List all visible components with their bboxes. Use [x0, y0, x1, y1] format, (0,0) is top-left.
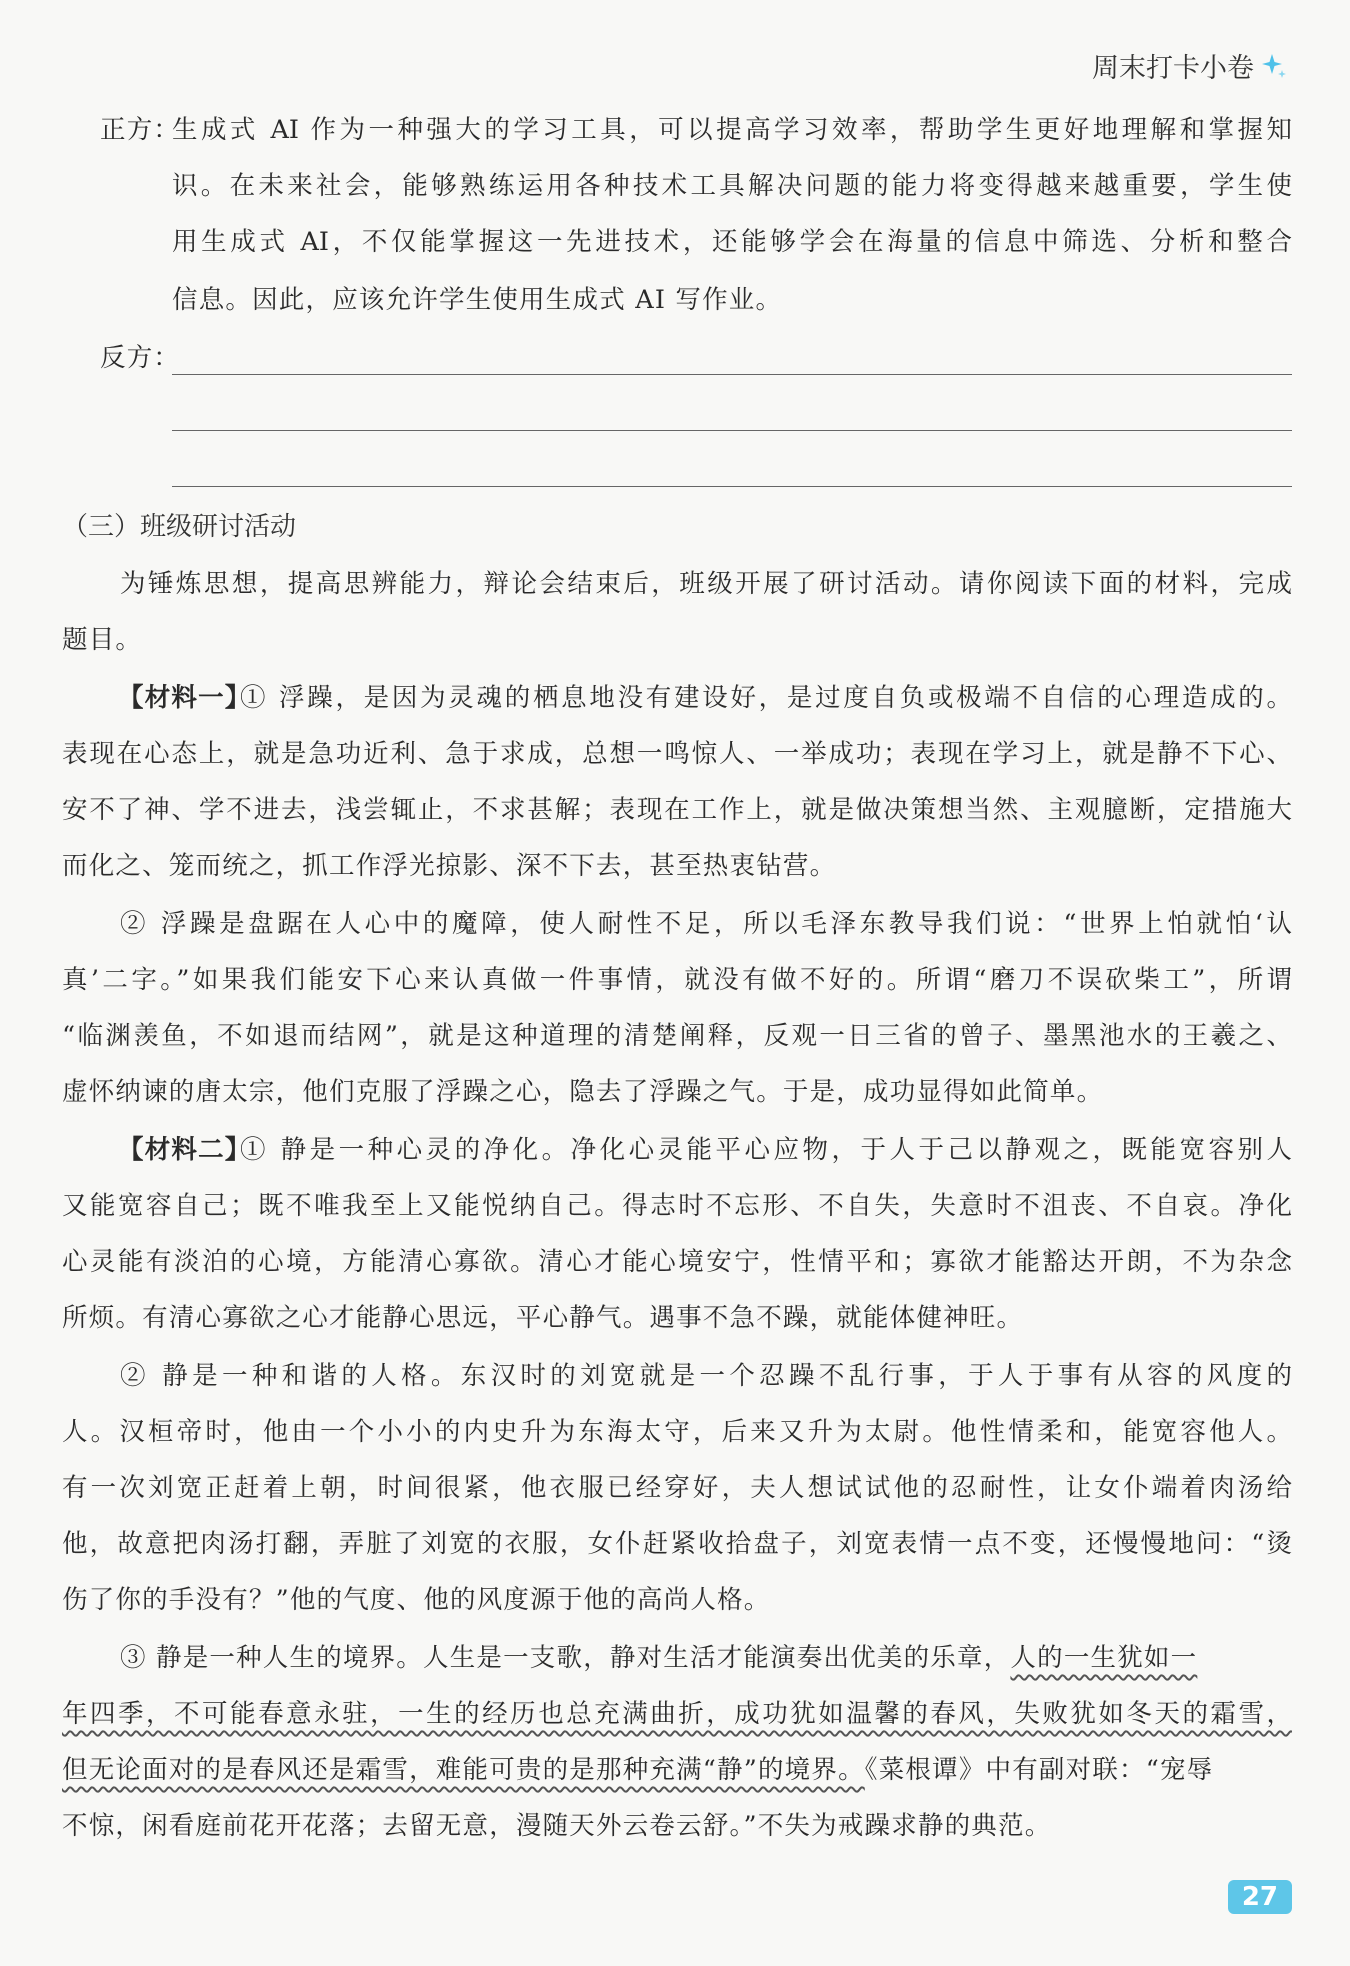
header-title: 周末打卡小卷	[1092, 53, 1254, 84]
con-label: 反方：	[100, 343, 181, 373]
material2-line-9: 伤了你的手没有？”他的气度、他的风度源于他的高尚人格。	[62, 1585, 771, 1615]
material1-line-1: ① 浮躁，是因为灵魂的栖息地没有建设好，是过度自负或极端不自信的心理造成的。	[240, 683, 1292, 713]
intro-line-1: 为锤炼思想，提高思辨能力，辩论会结束后，班级开展了研讨活动。请你阅读下面的材料，完成	[120, 569, 1292, 599]
material1-line-2: 表现在心态上，就是急功近利、急于求成，总想一鸣惊人、一举成功；表现在学习上，就是静不下心、	[62, 739, 1292, 769]
pro-line-1: 生成式 AI 作为一种强大的学习工具，可以提高学习效率，帮助学生更好地理解和掌握知	[172, 115, 1292, 145]
material1-line-6: 真’二字。”如果我们能安下心来认真做一件事情，就没有做不好的。所谓“磨刀不误砍柴工”，所谓	[62, 965, 1292, 995]
material2-line-3: 心灵能有淡泊的心境，方能清心寡欲。清心才能心境安宁，性情平和；寡欲才能豁达开朗，不为杂念	[62, 1247, 1292, 1277]
material1-line-7: “临渊羡鱼，不如退而结网”，就是这种道理的清楚阐释，反观一日三省的曾子、墨黑池水的王羲之、	[62, 1021, 1292, 1051]
answer-line-2[interactable]	[172, 430, 1292, 431]
material2-p3-line-1	[120, 1638, 1197, 1674]
material1-line-3: 安不了神、学不进去，浅尝辄止，不求甚解；表现在工作上，就是做决策想当然、主观臆断，定措施大	[62, 795, 1292, 825]
section-heading: （三）班级研讨活动	[62, 512, 297, 542]
pro-line-2: 识。在未来社会，能够熟练运用各种技术工具解决问题的能力将变得越来越重要，学生使	[172, 171, 1292, 201]
material2-line-1: ① 静是一种心灵的净化。净化心灵能平心应物，于人于己以静观之，既能宽容别人	[240, 1135, 1292, 1165]
material2-line-4: 所烦。有清心寡欲之心才能静心思远，平心静气。遇事不急不躁，就能体健神旺。	[62, 1303, 1024, 1333]
page-number: 27	[1228, 1880, 1292, 1914]
material2-p3-line-3	[62, 1750, 1213, 1786]
material2-line-5: ② 静是一种和谐的人格。东汉时的刘宽就是一个忍躁不乱行事，于人于事有从容的风度的	[120, 1361, 1292, 1391]
material2-line-7: 有一次刘宽正赶着上朝，时间很紧，他衣服已经穿好，夫人想试试他的忍耐性，让女仆端着肉汤给	[62, 1473, 1292, 1503]
material2-line-8: 他，故意把肉汤打翻，弄脏了刘宽的衣服，女仆赶紧收拾盘子，刘宽表情一点不变，还慢慢地问：“烫	[62, 1529, 1292, 1559]
answer-line-3[interactable]	[172, 486, 1292, 487]
material2-line-2: 又能宽容自己；既不唯我至上又能悦纳自己。得志时不忘形、不自失，失意时不沮丧、不自哀。净化	[62, 1191, 1292, 1221]
p3-plain-start: ③ 静是一种人生的境界。人生是一支歌，静对生活才能演奏出优美的乐章，	[120, 1643, 1011, 1673]
material1-label: 【材料一】	[118, 683, 252, 713]
answer-line-1[interactable]	[172, 374, 1292, 375]
p3-plain-end: 《菜根谭》中有副对联：“宠辱	[864, 1755, 1214, 1785]
pro-label: 正方：	[100, 115, 181, 145]
material1-line-8: 虚怀纳谏的唐太宗，他们克服了浮躁之心，隐去了浮躁之气。于是，成功显得如此简单。	[62, 1077, 1104, 1107]
material1-line-5: ② 浮躁是盘踞在人心中的魔障，使人耐性不足，所以毛泽东教导我们说：“世界上怕就怕‘认	[120, 909, 1292, 939]
pro-line-4: 信息。因此，应该允许学生使用生成式 AI 写作业。	[172, 285, 783, 315]
material2-p3-line-4: 不惊，闲看庭前花开花落；去留无意，漫随天外云卷云舒。”不失为戒躁求静的典范。	[62, 1811, 1052, 1841]
material2-line-6: 人。汉桓帝时，他由一个小小的内史升为东海太守，后来又升为太尉。他性情柔和，能宽容他人。	[62, 1417, 1292, 1447]
intro-line-2: 题目。	[62, 625, 143, 655]
material2-label: 【材料二】	[118, 1135, 252, 1165]
material1-line-4: 而化之、笼而统之，抓工作浮光掠影、深不下去，甚至热衷钻营。	[62, 851, 837, 881]
p3-wavy-start: 人的一生犹如一	[1010, 1643, 1198, 1673]
sparkle-icon	[1260, 52, 1288, 80]
pro-line-3: 用生成式 AI，不仅能掌握这一先进技术，还能够学会在海量的信息中筛选、分析和整合	[172, 227, 1292, 257]
header	[1092, 46, 1288, 85]
p3-wavy-end: 但无论面对的是春风还是霜雪，难能可贵的是那种充满“静”的境界。	[62, 1755, 865, 1785]
material2-p3-line-2: 年四季，不可能春意永驻，一生的经历也总充满曲折，成功犹如温馨的春风，失败犹如冬天的霜雪，	[62, 1699, 1292, 1729]
